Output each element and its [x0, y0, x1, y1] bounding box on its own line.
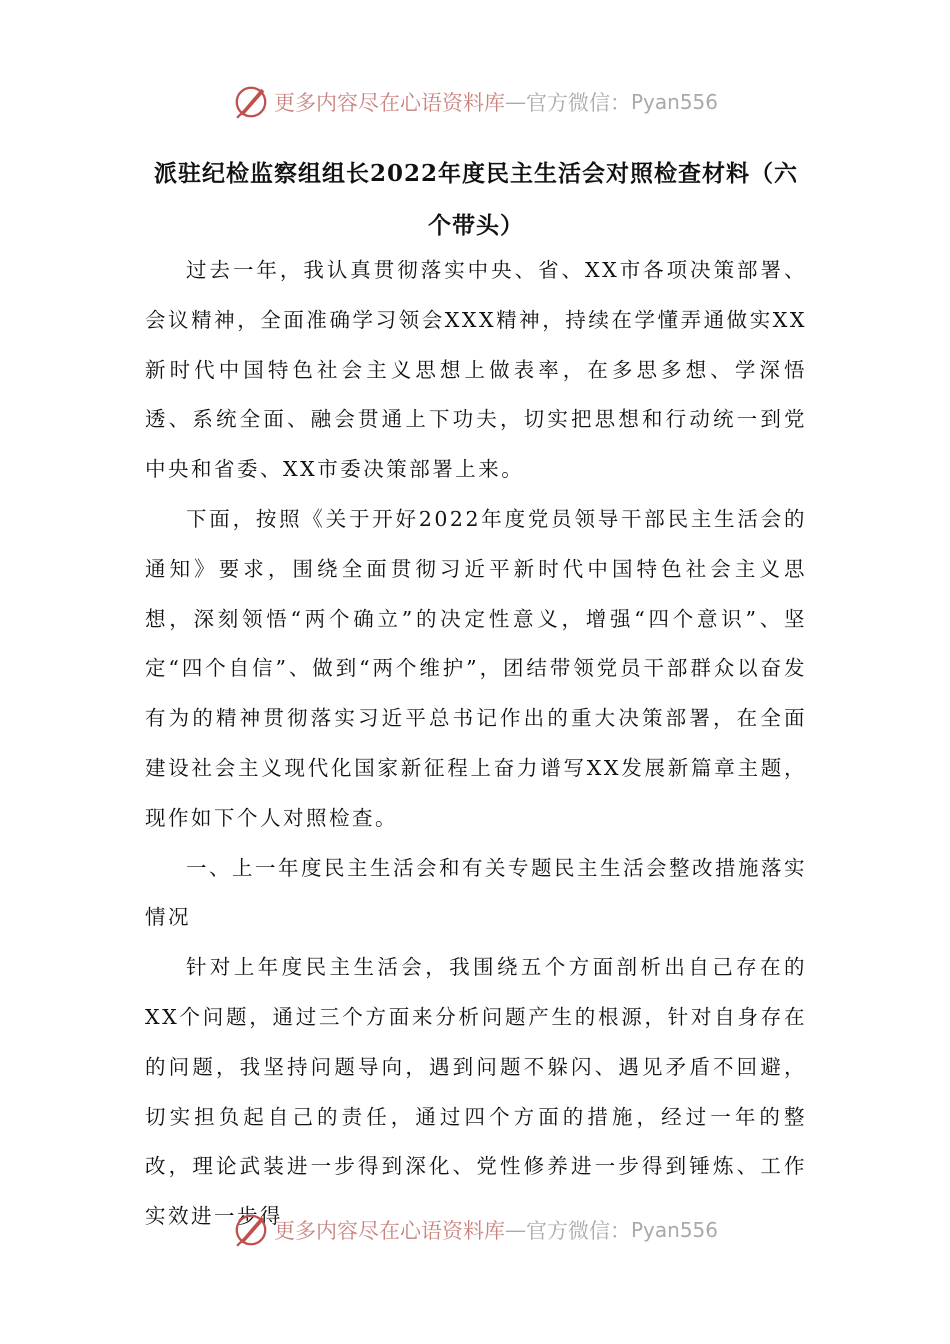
quill-seal-logo-icon — [232, 83, 270, 121]
banner-wechat-id: Pyan556 — [630, 1218, 718, 1242]
paragraph-intro: 过去一年，我认真贯彻落实中央、省、XX市各项决策部署、会议精神，全面准确学习领会XXX精神，持续在学懂弄通做实XX新时代中国特色社会主义思想上做表率，在多思多想、学深悟透、系统全面、融会贯通上下功夫，切实把思想和行动统一到党中央和省委、XX市委决策部署上来。 — [145, 258, 807, 482]
banner-prefix: 更多内容尽在心语资料库 — [273, 91, 505, 115]
paragraph-rectification: 针对上年度民主生活会，我围绕五个方面剖析出自己存在的XX个问题，通过三个方面来分析问题产生的根源，针对自身存在的问题，我坚持问题导向，遇到问题不躲闪、遇见矛盾不回避，切实担负起自己的责任，通过四个方面的措施，经过一年的整改，理论武装进一步得到深化、党性修养进一步得到锤炼、工作实效进一步得 — [145, 955, 807, 1229]
footer-watermark-banner — [0, 1210, 950, 1250]
banner-suffix: 官方微信： — [525, 1219, 631, 1243]
banner-dash: — — [504, 1218, 526, 1242]
document-title: 派驻纪检监察组组长2022年度民主生活会对照检查材料（六个带头） — [153, 160, 798, 239]
banner-prefix: 更多内容尽在心语资料库 — [273, 1219, 505, 1243]
banner-suffix: 官方微信： — [525, 91, 631, 115]
document-body — [145, 246, 807, 1242]
banner-dash: — — [504, 90, 526, 114]
banner-wechat-id: Pyan556 — [630, 90, 718, 114]
paragraph-purpose: 下面，按照《关于开好2022年度党员领导干部民主生活会的通知》要求，围绕全面贯彻习近平新时代中国特色社会主义思想，深刻领悟“两个确立”的决定性意义，增强“四个意识”、坚定“四个自信”、做到“两个维护”，团结带领党员干部群众以奋发有为的精神贯彻落实习近平总书记作出的重大决策部署，在全面建设社会主义现代化国家新征程上奋力谱写XX发展新篇章主题，现作如下个人对照检查。 — [145, 506, 807, 830]
header-watermark-banner — [0, 82, 950, 122]
quill-seal-logo-icon — [232, 1211, 270, 1249]
section-heading-1: 一、上一年度民主生活会和有关专题民主生活会整改措施落实情况 — [145, 855, 807, 930]
